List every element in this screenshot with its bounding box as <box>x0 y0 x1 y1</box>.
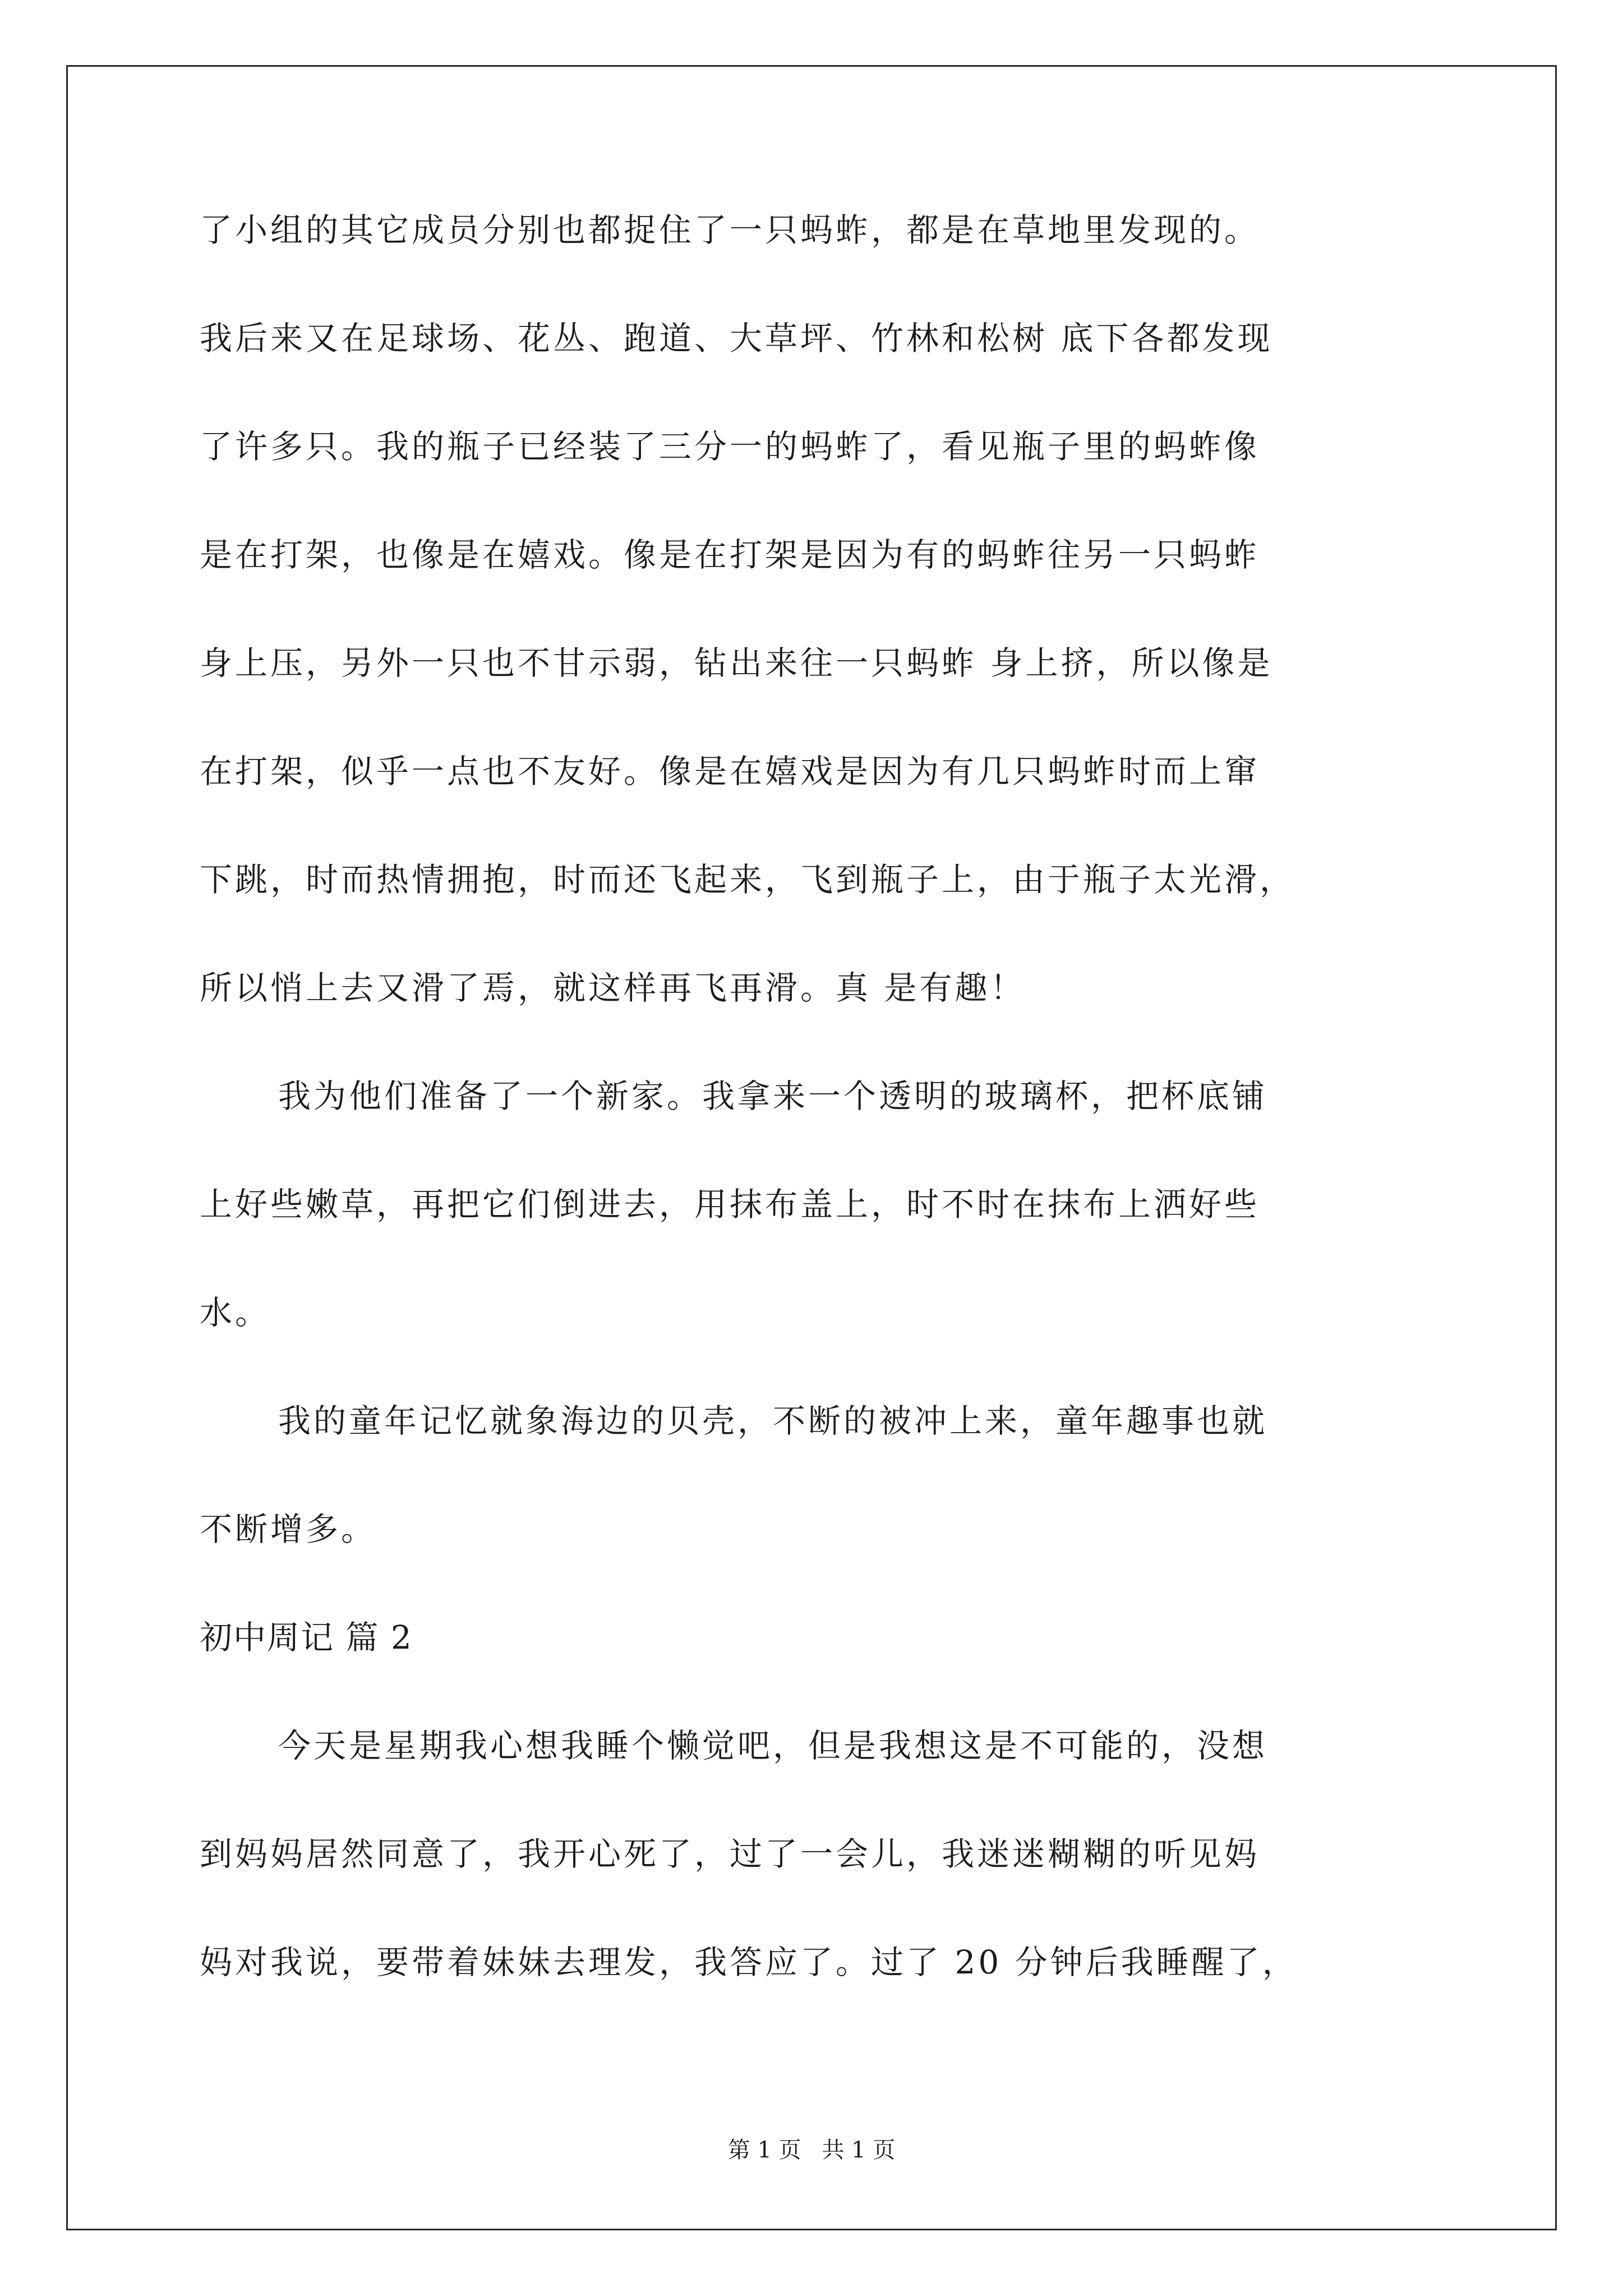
text-line: 妈对我说，要带着妹妹去理发，我答应了。过了 20 分钟后我睡醒了， <box>200 1943 1298 1981</box>
section-heading: 初中周记 篇 2 <box>200 1618 413 1657</box>
text-line: 不断增多。 <box>200 1510 377 1548</box>
text-line: 到妈妈居然同意了，我开心死了，过了一会儿，我迷迷糊糊的听见妈 <box>200 1835 1260 1873</box>
text-line: 所以悄上去又滑了焉，就这样再飞再滑。真 是有趣！ <box>200 969 1026 1007</box>
paragraph-start-line: 今天是星期我心想我睡个懒觉吧，但是我想这是不可能的，没想 <box>278 1727 1268 1765</box>
text-line: 水。 <box>200 1294 271 1332</box>
text-line: 了许多只。我的瓶子已经装了三分一的蚂蚱了，看见瓶子里的蚂蚱像 <box>200 427 1260 466</box>
text-line: 下跳，时而热情拥抱，时而还飞起来，飞到瓶子上，由于瓶子太光滑， <box>200 861 1295 899</box>
text-line: 身上压，另外一只也不甘示弱，钻出来往一只蚂蚱 身上挤，所以像是 <box>200 644 1273 682</box>
text-line: 我后来又在足球场、花丛、跑道、大草坪、竹林和松树 底下各都发现 <box>200 319 1273 357</box>
page-footer <box>0 2136 1623 2164</box>
text-line: 在打架，似乎一点也不友好。像是在嬉戏是因为有几只蚂蚱时而上窜 <box>200 752 1260 790</box>
page-total: 共 1 页 <box>822 2137 896 2163</box>
text-line: 是在打架，也像是在嬉戏。像是在打架是因为有的蚂蚱往另一只蚂蚱 <box>200 536 1260 574</box>
page-border <box>66 65 1557 2230</box>
text-line: 上好些嫩草，再把它们倒进去，用抹布盖上，时不时在抹布上洒好些 <box>200 1185 1260 1223</box>
text-line: 了小组的其它成员分别也都捉住了一只蚂蚱，都是在草地里发现的。 <box>200 211 1260 249</box>
paragraph-start-line: 我的童年记忆就象海边的贝壳，不断的被冲上来，童年趣事也就 <box>278 1402 1268 1440</box>
page-number: 第 1 页 <box>727 2137 801 2163</box>
paragraph-start-line: 我为他们准备了一个新家。我拿来一个透明的玻璃杯，把杯底铺 <box>278 1077 1268 1115</box>
